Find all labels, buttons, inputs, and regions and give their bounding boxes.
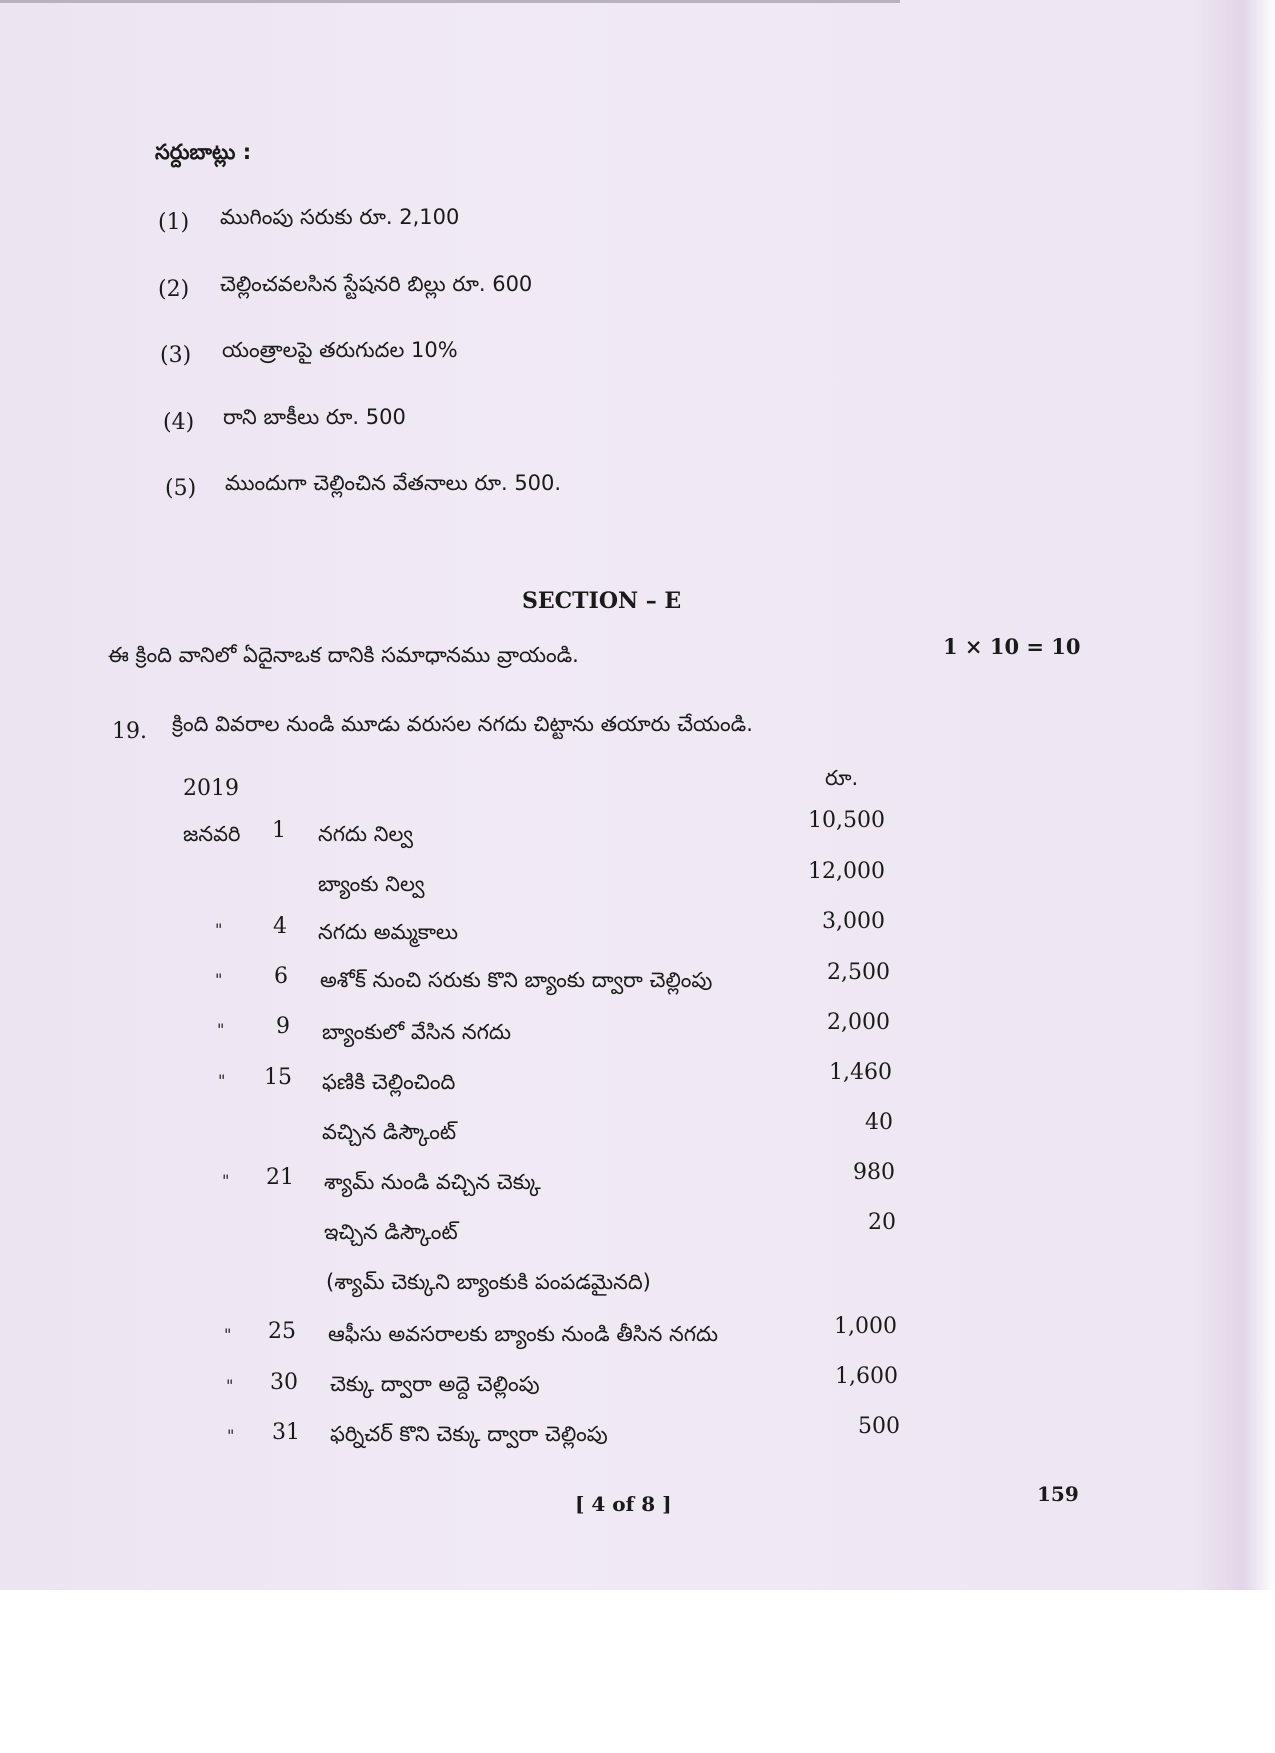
row-amount: 1,600 bbox=[835, 1364, 898, 1389]
row-month: " bbox=[222, 1171, 230, 1190]
section-title: SECTION – E bbox=[522, 588, 682, 614]
row-day: 31 bbox=[272, 1420, 300, 1445]
row-month: " bbox=[215, 920, 223, 939]
currency-label: రూ. bbox=[825, 766, 859, 790]
row-description: (శ్యామ్ చెక్కుని బ్యాంకుకి పంపడమైనది) bbox=[326, 1270, 651, 1294]
adjustments-heading: సర్దుబాట్లు : bbox=[155, 140, 252, 164]
row-day: 21 bbox=[266, 1165, 294, 1190]
adjustment-number: (5) bbox=[165, 476, 197, 501]
row-description: శ్యామ్ నుండి వచ్చిన చెక్కు bbox=[324, 1170, 541, 1194]
row-amount: 980 bbox=[853, 1160, 895, 1185]
row-day: 1 bbox=[272, 818, 286, 843]
row-day: 25 bbox=[268, 1319, 296, 1344]
row-month: " bbox=[217, 1020, 225, 1039]
row-amount: 40 bbox=[865, 1110, 893, 1135]
question-number: 19. bbox=[112, 719, 147, 744]
row-day: 15 bbox=[264, 1065, 292, 1090]
adjustment-number: (1) bbox=[158, 210, 190, 235]
row-amount: 3,000 bbox=[822, 909, 885, 934]
row-amount: 1,000 bbox=[834, 1314, 897, 1339]
page-indicator: [ 4 of 8 ] bbox=[575, 1492, 672, 1516]
row-amount: 1,460 bbox=[829, 1060, 892, 1085]
adjustment-number: (4) bbox=[163, 410, 195, 435]
row-day: 9 bbox=[276, 1014, 290, 1039]
section-instruction: ఈ క్రింది వానిలో ఏదైనాఒక దానికి సమాధానము వ్రాయండి. bbox=[108, 643, 579, 667]
adjustment-number: (3) bbox=[160, 343, 192, 368]
page-edge-shadow bbox=[1195, 0, 1275, 1600]
adjustment-text: చెల్లించవలసిన స్టేషనరి బిల్లు రూ. 600 bbox=[220, 272, 533, 296]
row-day: 4 bbox=[273, 914, 287, 939]
row-description: చెక్కు ద్వారా అద్దె చెల్లింపు bbox=[330, 1372, 540, 1396]
row-description: అశోక్ నుంచి సరుకు కొని బ్యాంకు ద్వారా చెల్లింపు bbox=[320, 968, 713, 992]
row-month: " bbox=[227, 1426, 235, 1445]
adjustment-text: యంత్రాలపై తరుగుదల 10% bbox=[222, 338, 458, 362]
row-description: నగదు నిల్వ bbox=[318, 822, 414, 846]
scan-top-edge bbox=[0, 0, 900, 3]
row-description: బ్యాంకు నిల్వ bbox=[318, 872, 425, 896]
row-amount: 12,000 bbox=[808, 859, 885, 884]
scan-bottom-margin bbox=[0, 1590, 1275, 1753]
row-month: " bbox=[226, 1376, 234, 1395]
section-marks: 1 × 10 = 10 bbox=[943, 634, 1081, 659]
row-description: నగదు అమ్మకాలు bbox=[318, 920, 459, 944]
question-text: క్రింది వివరాల నుండి మూడు వరుసల నగదు చిట్టాను తయారు చేయండి. bbox=[172, 712, 753, 736]
row-amount: 10,500 bbox=[808, 808, 885, 833]
adjustment-text: ముగింపు సరుకు రూ. 2,100 bbox=[220, 205, 460, 229]
row-description: ఇచ్చిన డిస్కౌంట్ bbox=[324, 1220, 458, 1244]
adjustment-text: రాని బాకీలు రూ. 500 bbox=[223, 405, 406, 429]
paper-code: 159 bbox=[1037, 1482, 1079, 1506]
year-label: 2019 bbox=[183, 776, 239, 801]
row-amount: 2,500 bbox=[827, 960, 890, 985]
row-day: 6 bbox=[274, 964, 288, 989]
row-month: " bbox=[224, 1325, 232, 1344]
row-amount: 2,000 bbox=[827, 1010, 890, 1035]
row-description: ఫణికి చెల్లించింది bbox=[322, 1070, 456, 1094]
adjustment-text: ముందుగా చెల్లించిన వేతనాలు రూ. 500. bbox=[225, 471, 562, 495]
row-amount: 500 bbox=[858, 1414, 900, 1439]
row-description: బ్యాంకులో వేసిన నగదు bbox=[322, 1020, 511, 1044]
row-description: ఆఫీసు అవసరాలకు బ్యాంకు నుండి తీసిన నగదు bbox=[328, 1322, 719, 1346]
row-amount: 20 bbox=[868, 1210, 896, 1235]
adjustment-number: (2) bbox=[158, 277, 190, 302]
row-month: " bbox=[218, 1071, 226, 1090]
row-description: వచ్చిన డిస్కౌంట్ bbox=[322, 1120, 457, 1144]
row-month: జనవరి bbox=[183, 822, 241, 846]
row-description: ఫర్నిచర్ కొని చెక్కు ద్వారా చెల్లింపు bbox=[330, 1422, 608, 1446]
row-month: " bbox=[215, 970, 223, 989]
row-day: 30 bbox=[270, 1370, 298, 1395]
